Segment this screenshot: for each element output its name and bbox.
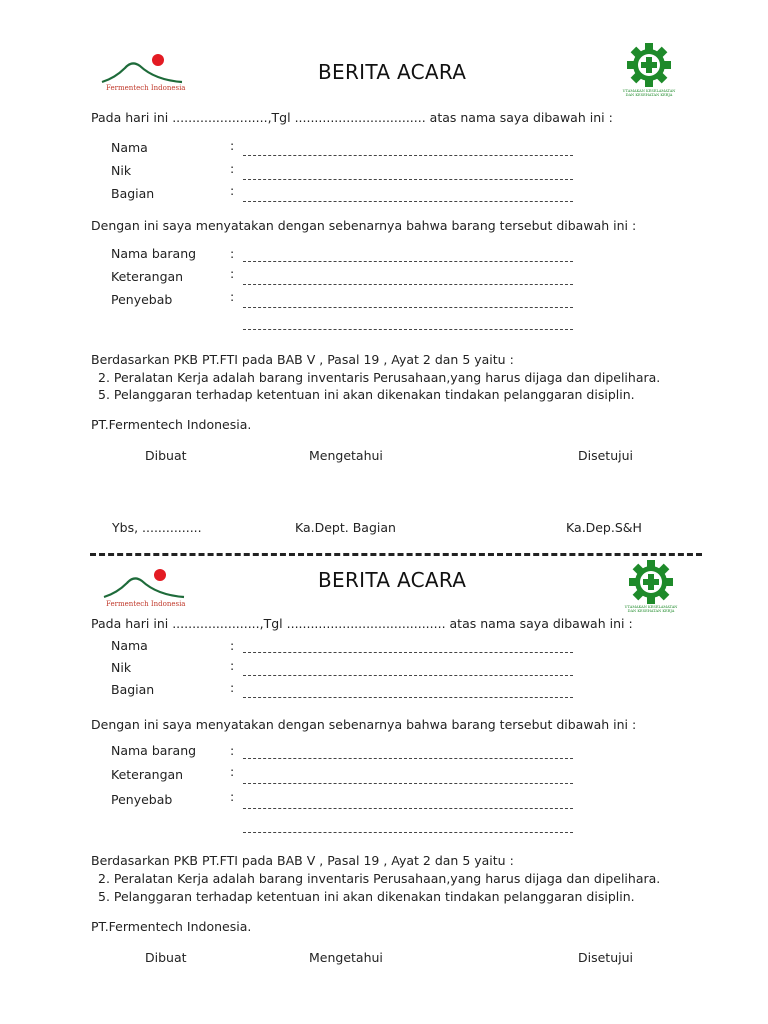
keterangan-input-line[interactable] [243, 783, 573, 784]
field-label-nama-barang: Nama barang [111, 743, 197, 758]
clause-5: 5. Pelanggaran terhadap ketentuan ini akan dikenakan tindakan pelanggaran disiplin. [98, 889, 635, 904]
colon: : [230, 743, 235, 758]
colon: : [230, 138, 235, 153]
field-label-nama: Nama [111, 140, 148, 155]
basis-line: Berdasarkan PKB PT.FTI pada BAB V , Pasal 19 , Ayat 2 dan 5 yaitu : [91, 352, 514, 367]
basis-line: Berdasarkan PKB PT.FTI pada BAB V , Pasal 19 , Ayat 2 dan 5 yaitu : [91, 853, 514, 868]
bagian-input-line[interactable] [243, 201, 573, 202]
colon: : [230, 183, 235, 198]
bagian-input-line[interactable] [243, 697, 573, 698]
mountain-sun-icon [100, 50, 184, 86]
clause-2: 2. Peralatan Kerja adalah barang inventaris Perusahaan,yang harus dijaga dan dipelihara. [98, 871, 661, 886]
k3-logo [617, 560, 685, 622]
field-label-bagian: Bagian [111, 682, 155, 697]
sig-header-dibuat: Dibuat [145, 448, 187, 463]
k3-caption: UTAMAKAN KESELAMATAN DAN KESEHATAN KERJA [622, 89, 676, 98]
field-label-nama-barang: Nama barang [111, 246, 197, 261]
colon: : [230, 764, 235, 779]
field-label-keterangan: Keterangan [111, 767, 184, 782]
field-label-penyebab: Penyebab [111, 792, 173, 807]
fermentech-logo [100, 50, 184, 96]
colon: : [230, 161, 235, 176]
colon: : [230, 680, 235, 695]
penyebab-input-line[interactable] [243, 307, 573, 308]
page-title: BERITA ACARA [318, 60, 467, 84]
nama-input-line[interactable] [243, 652, 573, 653]
field-label-penyebab: Penyebab [111, 292, 173, 307]
sig-name-kadept: Ka.Dept. Bagian [295, 520, 396, 535]
colon: : [230, 266, 235, 281]
sig-header-mengetahui: Mengetahui [309, 448, 383, 463]
k3-logo [615, 43, 683, 105]
company-name: PT.Fermentech Indonesia. [91, 417, 252, 432]
colon: : [230, 658, 235, 673]
nama-barang-input-line[interactable] [243, 758, 573, 759]
colon: : [230, 789, 235, 804]
statement-line: Dengan ini saya menyatakan dengan sebenarnya bahwa barang tersebut dibawah ini : [91, 717, 637, 732]
intro-line: Pada hari ini ........................,Tgl ................................. atas nama saya dibawah ini : [91, 110, 613, 125]
sig-name-kadep-sh: Ka.Dep.S&H [566, 520, 642, 535]
clause-5: 5. Pelanggaran terhadap ketentuan ini akan dikenakan tindakan pelanggaran disiplin. [98, 387, 635, 402]
logo-caption: Fermentech Indonesia [106, 84, 186, 92]
fermentech-logo [102, 565, 186, 611]
clause-2: 2. Peralatan Kerja adalah barang inventaris Perusahaan,yang harus dijaga dan dipelihara. [98, 370, 661, 385]
sig-header-dibuat: Dibuat [145, 950, 187, 965]
field-label-nik: Nik [111, 163, 132, 178]
sig-header-disetujui: Disetujui [578, 448, 633, 463]
nama-input-line[interactable] [243, 155, 573, 156]
sig-header-mengetahui: Mengetahui [309, 950, 383, 965]
penyebab-input-line[interactable] [243, 808, 573, 809]
penyebab-input-line-2[interactable] [243, 832, 573, 833]
mountain-sun-icon [102, 565, 186, 601]
nik-input-line[interactable] [243, 179, 573, 180]
colon: : [230, 638, 235, 653]
company-name: PT.Fermentech Indonesia. [91, 919, 252, 934]
sig-name-ybs: Ybs, ............... [112, 520, 202, 535]
field-label-nama: Nama [111, 638, 148, 653]
colon: : [230, 289, 235, 304]
logo-caption: Fermentech Indonesia [106, 600, 186, 608]
nik-input-line[interactable] [243, 675, 573, 676]
page-title: BERITA ACARA [318, 568, 467, 592]
field-label-nik: Nik [111, 660, 132, 675]
cut-line-separator [90, 553, 702, 556]
keterangan-input-line[interactable] [243, 284, 573, 285]
intro-line: Pada hari ini ......................,Tgl ........................................ atas nama saya dibawah ini : [91, 616, 633, 631]
sig-header-disetujui: Disetujui [578, 950, 633, 965]
k3-caption: UTAMAKAN KESELAMATAN DAN KESEHATAN KERJA [624, 605, 678, 614]
field-label-keterangan: Keterangan [111, 269, 184, 284]
colon: : [230, 246, 235, 261]
statement-line: Dengan ini saya menyatakan dengan sebenarnya bahwa barang tersebut dibawah ini : [91, 218, 637, 233]
nama-barang-input-line[interactable] [243, 261, 573, 262]
gear-cross-icon [615, 43, 683, 87]
penyebab-input-line-2[interactable] [243, 329, 573, 330]
field-label-bagian: Bagian [111, 186, 155, 201]
gear-cross-icon [617, 560, 685, 604]
